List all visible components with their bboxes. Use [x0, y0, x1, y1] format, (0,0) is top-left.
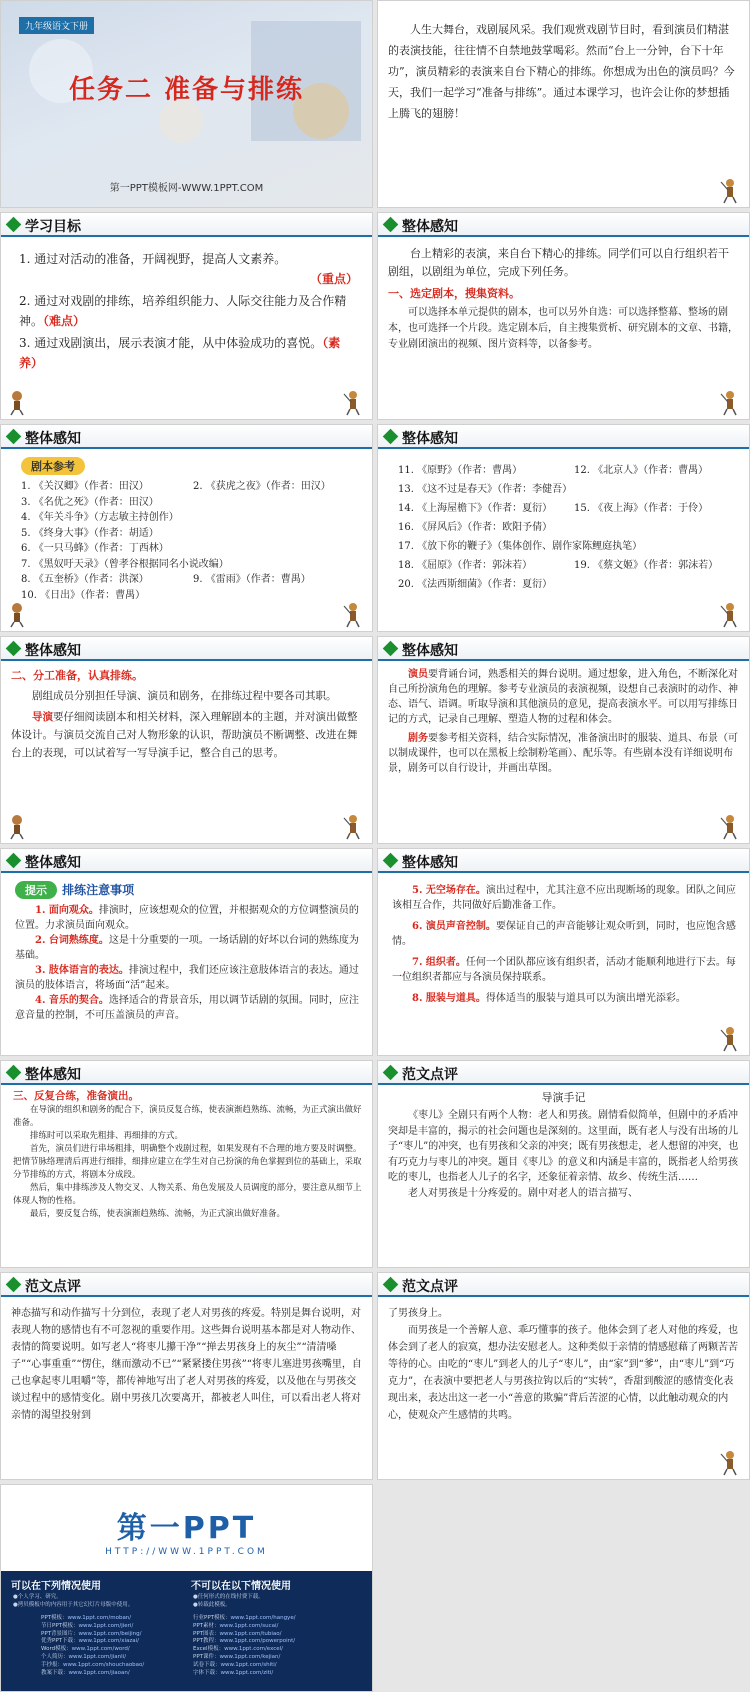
diamond-icon — [383, 853, 399, 869]
slide-cover[interactable] — [0, 0, 373, 208]
director-notes-title: 导演手记 — [541, 1091, 586, 1104]
tips-heading-row — [15, 879, 362, 899]
link-item[interactable]: PPT模板：www.1ppt.com/moban/ — [41, 1615, 132, 1621]
link-item[interactable]: 个人简历：www.1ppt.com/jianli/ — [41, 1653, 127, 1660]
tips-1-body — [15, 879, 362, 1023]
slide-goals[interactable] — [0, 212, 373, 420]
drummer-icon — [342, 390, 364, 416]
tip-6: 6. 演员声音控制。要保证自己的声音能够让观众听到，同时，也应饱含感情。 — [392, 921, 736, 947]
script-list-1 — [21, 479, 362, 603]
header-title: 学习目标 — [25, 219, 81, 235]
link-item[interactable]: 行业PPT模板：www.1ppt.com/hangye/ — [193, 1615, 296, 1621]
slide-header — [1, 425, 372, 449]
list-item: 7. 《黑奴吁天录》（曾孝谷根据同名小说改编） — [21, 558, 229, 570]
diamond-icon — [383, 217, 399, 233]
link-item[interactable]: PPT图表：www.1ppt.com/tubiao/ — [193, 1630, 282, 1637]
goal-1-tag: （重点） — [309, 272, 358, 286]
intro-body — [388, 19, 739, 128]
slide-header — [378, 849, 749, 873]
link-item[interactable]: 字体下载：www.1ppt.com/ziti/ — [193, 1669, 274, 1676]
slide-roles[interactable] — [377, 636, 750, 844]
header-title: 范文点评 — [25, 1279, 81, 1295]
diamond-icon — [6, 1277, 22, 1293]
rehearsal-heading: 三、反复合练，准备演出。 — [13, 1090, 139, 1102]
tip-8: 8. 服装与道具。得体适当的服装与道具可以为演出增光添彩。 — [412, 993, 686, 1004]
diamond-icon — [383, 1277, 399, 1293]
link-item[interactable]: 优秀PPT下载：www.1ppt.com/xiazai/ — [41, 1638, 140, 1645]
review-1-p2: 老人对男孩是十分疼爱的。剧中对老人的语言描写、 — [408, 1187, 638, 1199]
list-item: 20. 《法西斯细菌》（作者：夏衍） — [398, 579, 553, 590]
header-title: 整体感知 — [25, 855, 81, 871]
link-item[interactable]: PPT课件：www.1ppt.com/kejian/ — [193, 1653, 281, 1660]
link-item[interactable]: PPT背景图片：www.1ppt.com/beijing/ — [41, 1630, 142, 1637]
division-p1: 剧组成员分别担任导演、演员和剧务，在排练过程中要各司其职。 — [32, 690, 337, 702]
goal-3 — [19, 333, 358, 373]
slide-scripts-1[interactable] — [0, 424, 373, 632]
tip-5: 5. 无空场存在。演出过程中，尤其注意不应出现断场的现象。团队之间应该相互合作，共同做好后勤准备工作。 — [392, 885, 736, 911]
header-title: 范文点评 — [402, 1067, 458, 1083]
link-item[interactable]: Word模板：www.1ppt.com/word/ — [41, 1646, 130, 1653]
rehearsal-p3: 首先，演员们进行串场粗排，明确整个戏剧过程，如果发现有不合理的地方要及时调整。把情节脉络理清后再进行细排，细排应建立在学生对自己扮演的角色掌握到位的基础上，采取分节排练的方式，将剧本分成段。 — [13, 1144, 362, 1180]
link-item[interactable]: 手抄报：www.1ppt.com/shouchaobao/ — [41, 1661, 145, 1668]
drummer-icon — [719, 178, 741, 204]
goal-1 — [19, 249, 358, 289]
monkey-icon — [6, 390, 28, 416]
review-3-p2: 而男孩是一个善解人意、乖巧懂事的孩子。他体会到了老人对他的疼爱，也体会到了老人的寂寞，想办法安慰老人。这种类似于亲情的情感慰藉了两颗苦苦等待的心。由吃的“枣儿”到老人的儿子“枣儿”，由“家”到“爹”，由“枣儿”到“巧克力”，在表演中要把老人与男孩拉钩以后的“实转”，香甜到酸涩的感情变化表现出来，表达出这一老一小“善意的欺骗”背后苦涩的心情，以此触动观众的内心，使观众产生感情的共鸣。 — [388, 1325, 738, 1421]
slide-header — [378, 1273, 749, 1297]
rehearsal-p1: 在导演的组织和剧务的配合下，演员反复合练，使表演渐趋熟练、流畅，为正式演出做好准备。 — [13, 1105, 362, 1128]
header-title: 整体感知 — [402, 643, 458, 659]
overview-1-p1: 台上精彩的表演，来自台下精心的排练。同学们可以自行组织若干剧组，以剧组为单位，完成下列任务。 — [388, 247, 729, 278]
rehearsal-p4: 然后，集中排练涉及人物交叉、人物关系、角色发展及人员调度的部分，要注意从细节上体现人物的性格。 — [13, 1183, 362, 1206]
grade-tag: 九年级语文下册 — [19, 17, 94, 34]
script-list-2 — [398, 461, 739, 594]
division-p2: 导演要仔细阅读剧本和相关材料，深入理解剧本的主题，并对演出做整体设计。与演员交流自己对人物形象的认识，帮助演员不断调整、改进在舞台上的表现，可以试着写一写导演手记，整合自己的思考。 — [11, 711, 358, 759]
script-ref-badge: 剧本参考 — [21, 457, 85, 475]
slide-header — [378, 213, 749, 237]
roles-p2: 剧务要参考相关资料，结合实际情况，准备演出时的服装、道具、布景（可以制成课件，也可以在黑板上绘制粉笔画）、配乐等。有些剧本没有详细说明布景，剧务可以自行设计，并画出草图。 — [388, 733, 738, 774]
goal-2-tag: （难点） — [43, 314, 86, 328]
slide-scripts-2[interactable] — [377, 424, 750, 632]
slide-review-1[interactable] — [377, 1060, 750, 1268]
drummer-icon — [719, 390, 741, 416]
slide-intro[interactable] — [377, 0, 750, 208]
slide-header — [378, 425, 749, 449]
drummer-icon — [719, 814, 741, 840]
slide-header — [1, 849, 372, 873]
tip-3: 3. 肢体语言的表达。排演过程中，我们还应该注意肢体语言的表达。通过演员的肢体语言，将场面“活”起来。 — [15, 965, 359, 991]
usage-denied-title: 不可以在以下情况使用 — [191, 1581, 291, 1592]
slide-header — [1, 1273, 372, 1297]
review-3-p1: 了男孩身上。 — [388, 1308, 448, 1319]
list-item: 18. 《屈原》（作者：郭沫若） 19. 《蔡文姬》（作者：郭沫若） — [398, 560, 719, 571]
tip-4: 4. 音乐的契合。选择适合的背景音乐，用以调节话剧的氛围。同时，应注意音量的控制，不可压盖演员的声音。 — [15, 995, 359, 1021]
link-item[interactable]: 节日PPT模板：www.1ppt.com/jieri/ — [41, 1622, 134, 1629]
drummer-icon — [342, 814, 364, 840]
usage-allowed-title: 可以在下列情况使用 — [11, 1581, 101, 1592]
list-item: 3. 《名优之死》（作者：田汉） — [21, 496, 159, 508]
division-heading: 二、分工准备，认真排练。 — [11, 669, 143, 682]
usage-denied-2: ●转载此模板。 — [193, 1602, 231, 1608]
link-item[interactable]: 教案下载：www.1ppt.com/jiaoan/ — [41, 1669, 130, 1676]
tip-7: 7. 组织者。任何一个团队都应该有组织者，活动才能顺利地进行下去。每一位组织者都应与各演员保持联系。 — [392, 957, 736, 983]
drummer-icon — [719, 1450, 741, 1476]
review-2-body — [11, 1305, 362, 1424]
keyword-director: 导演 — [32, 711, 53, 723]
slide-division[interactable] — [0, 636, 373, 844]
goal-3-tag: （素养） — [19, 336, 341, 370]
brand-url[interactable]: HTTP://WWW.1PPT.COM — [105, 1547, 268, 1557]
link-list-right — [193, 1615, 296, 1677]
usage-panel — [1, 1571, 372, 1692]
header-title: 整体感知 — [402, 431, 458, 447]
roles-body — [388, 667, 739, 776]
header-title: 整体感知 — [25, 431, 81, 447]
tip-2: 2. 台词熟练度。这是十分重要的一项。一场话剧的好坏以台词的熟练度为基础。 — [15, 935, 359, 961]
list-item: 8. 《五奎桥》（作者：洪深） 9. 《雷雨》（作者：曹禺） — [21, 574, 311, 585]
header-title: 整体感知 — [25, 1067, 81, 1083]
monkey-icon — [6, 814, 28, 840]
tip-badge: 提示 — [15, 881, 57, 899]
link-item[interactable]: PPT教程：www.1ppt.com/powerpoint/ — [193, 1638, 296, 1645]
slide-tips-2[interactable] — [377, 848, 750, 1056]
cover-site: 第一PPT模板网-WWW.1PPT.COM — [109, 183, 264, 194]
slide-review-2[interactable] — [0, 1272, 373, 1480]
list-item: 6. 《一只马蜂》（作者：丁西林） — [21, 543, 169, 554]
slide-header — [1, 1061, 372, 1085]
roles-p1: 演员要背诵台词，熟悉相关的舞台说明。通过想象，进入角色，不断深化对自己所扮演角色的理解。参考专业演员的表演视频，设想自己表演时的动作、神态、语气、语调。听取导演和其他演员的意见，提高表演水平。可以用写排练日记的方式，记录自己理解、塑造人物的过程和体会。 — [388, 669, 738, 725]
intro-text: 人生大舞台，戏剧展风采。我们观赏戏剧节目时，看到演员们精湛的表演技能，往往情不自禁地鼓掌喝彩。然而“台上一分钟，台下十年功”，演员精彩的表演来自台下精心的排练。你想成为出色的演员吗？今天，我们一起学习“准备与排练”。通过本课学习，也许会让你的梦想插上腾飞的翅膀！ — [388, 23, 735, 120]
list-item: 13. 《这不过是春天》（作者：李健吾） — [398, 484, 573, 495]
list-item: 11. 《原野》（作者：曹禺） 12. 《北京人》（作者：曹禺） — [398, 465, 709, 476]
slide-header — [1, 213, 372, 237]
brand-logo: 第一PPT — [116, 1511, 257, 1546]
diamond-icon — [383, 641, 399, 657]
rehearsal-body — [13, 1088, 362, 1221]
goals-body — [19, 249, 358, 375]
slide-header — [378, 637, 749, 661]
overview-1-body — [388, 245, 739, 353]
diamond-icon — [6, 853, 22, 869]
list-item: 16. 《屏风后》（作者：欧阳予倩） — [398, 522, 553, 533]
tip-1: 1. 面向观众。排演时，应该想观众的位置，并根据观众的方位调整演员的位置。力求演员面向观众。 — [15, 905, 359, 931]
drummer-icon — [719, 602, 741, 628]
keyword-actor: 演员 — [408, 669, 428, 680]
slide-review-3[interactable] — [377, 1272, 750, 1480]
diamond-icon — [6, 429, 22, 445]
slide-rehearsal[interactable] — [0, 1060, 373, 1268]
review-3-body — [388, 1305, 739, 1424]
diamond-icon — [6, 1065, 22, 1081]
goal-3-text: 3. 通过戏剧演出，展示表演才能，从中体验成功的喜悦。 — [19, 336, 323, 350]
tips-heading: 排练注意事项 — [62, 883, 135, 897]
overview-1-p2: 可以选择本单元提供的剧本，也可以另外自选：可以选择整幕、整场的剧本，也可选择一个片段。选定剧本后，自主搜集赏析、研究剧本的文章、书籍，专业剧团演出的视频、图片资料等，以备参考。 — [388, 307, 738, 350]
review-2-p1: 神态描写和动作描写十分到位，表现了老人对男孩的疼爱。特别是舞台说明，对表现人物的感情也有不可忽视的重要作用。这些舞台说明基本都是对人物动作、表情的简要说明。如写老人“将枣儿攥干净”“掸去男孩身上的灰尘”“清清嗓子”“心事重重”“愣住，继而激动不已”“紧紧搂住男孩”“将枣儿塞进男孩嘴里，自己也拿起枣儿咀嚼”等，都传神地写出了老人对男孩的疼爱，以及他在与男孩交谈过程中的感情变化。剧中男孩几次要离开，都被老人叫住，可以看出老人将对亲情的渴望投射到 — [11, 1308, 362, 1421]
usage-denied-1: ●任何形式的在线付费下载。 — [193, 1594, 264, 1600]
list-item: 17. 《放下你的鞭子》（集体创作、剧作家陈鲤庭执笔） — [398, 541, 643, 552]
link-item[interactable]: Excel模板：www.1ppt.com/excel/ — [193, 1646, 284, 1653]
goal-2 — [19, 291, 358, 331]
header-title: 范文点评 — [402, 1279, 458, 1295]
diamond-icon — [6, 641, 22, 657]
link-list-left — [41, 1615, 144, 1677]
slide-header — [1, 637, 372, 661]
slide-tips-1[interactable] — [0, 848, 373, 1056]
usage-allowed-1: ●个人学习、研究。 — [13, 1594, 62, 1600]
slide-header — [378, 1061, 749, 1085]
header-title: 整体感知 — [402, 219, 458, 235]
goal-1-text: 1. 通过对活动的准备，开阔视野，提高人文素养。 — [19, 252, 287, 266]
monkey-icon — [6, 602, 28, 628]
scripts-2-body — [398, 461, 739, 594]
header-title: 整体感知 — [25, 643, 81, 659]
diamond-icon — [383, 1065, 399, 1081]
scripts-1-body — [21, 455, 362, 603]
overview-1-heading: 一、选定剧本，搜集资料。 — [388, 287, 520, 300]
link-item[interactable]: 试卷下载：www.1ppt.com/shiti/ — [193, 1661, 277, 1668]
rehearsal-p2: 排练时可以采取先粗排、再细排的方式。 — [30, 1131, 184, 1141]
cover-title: 任务二 准备与排练 — [68, 75, 305, 105]
slide-final[interactable] — [0, 1484, 373, 1692]
tips-2-body — [392, 883, 739, 1006]
list-item: 14. 《上海屋檐下》（作者：夏衍） 15. 《夜上海》（作者：于伶） — [398, 503, 709, 514]
usage-allowed-2: ●拷贝模板中的内容用于其它幻灯片母版中使用。 — [13, 1602, 134, 1608]
keyword-crew: 剧务 — [408, 733, 428, 744]
list-item: 1. 《关汉卿》（作者：田汉） 2. 《获虎之夜》（作者：田汉） — [21, 481, 331, 492]
goal-2-text: 2. 通过对戏剧的排练，培养组织能力、人际交往能力及合作精神。 — [19, 294, 347, 328]
list-item: 5. 《终身大事》（作者：胡适） — [21, 527, 159, 539]
review-1-p1: 《枣儿》全剧只有两个人物：老人和男孩。剧情看似简单，但剧中的矛盾冲突却是丰富的，揭示的社会问题也是深刻的。这里面，既有老人与没有出场的儿子“枣儿”的冲突，也有男孩和父亲的冲突；既有男孩想走，老人想留的冲突，也有巧克力与枣儿的冲突。题目《枣儿》的意义和内涵是丰富的，既指老人给男孩吃的枣儿，也指老人儿子的名字，还象征着亲情、故乡、传统生活…… — [388, 1110, 739, 1183]
rehearsal-p5: 最后，要反复合练，使表演渐趋熟练、流畅，为正式演出做好准备。 — [30, 1209, 286, 1219]
review-1-body — [388, 1089, 739, 1201]
drummer-icon — [719, 1026, 741, 1052]
header-title: 整体感知 — [402, 855, 458, 871]
slide-overview-1[interactable] — [377, 212, 750, 420]
division-body — [11, 667, 362, 762]
diamond-icon — [6, 217, 22, 233]
list-item: 10. 《日出》（作者：曹禺） — [21, 589, 146, 601]
link-item[interactable]: PPT素材：www.1ppt.com/sucai/ — [193, 1622, 279, 1629]
drummer-icon — [342, 602, 364, 628]
list-item: 4. 《年关斗争》（方志敏主持创作） — [21, 512, 179, 523]
diamond-icon — [383, 429, 399, 445]
